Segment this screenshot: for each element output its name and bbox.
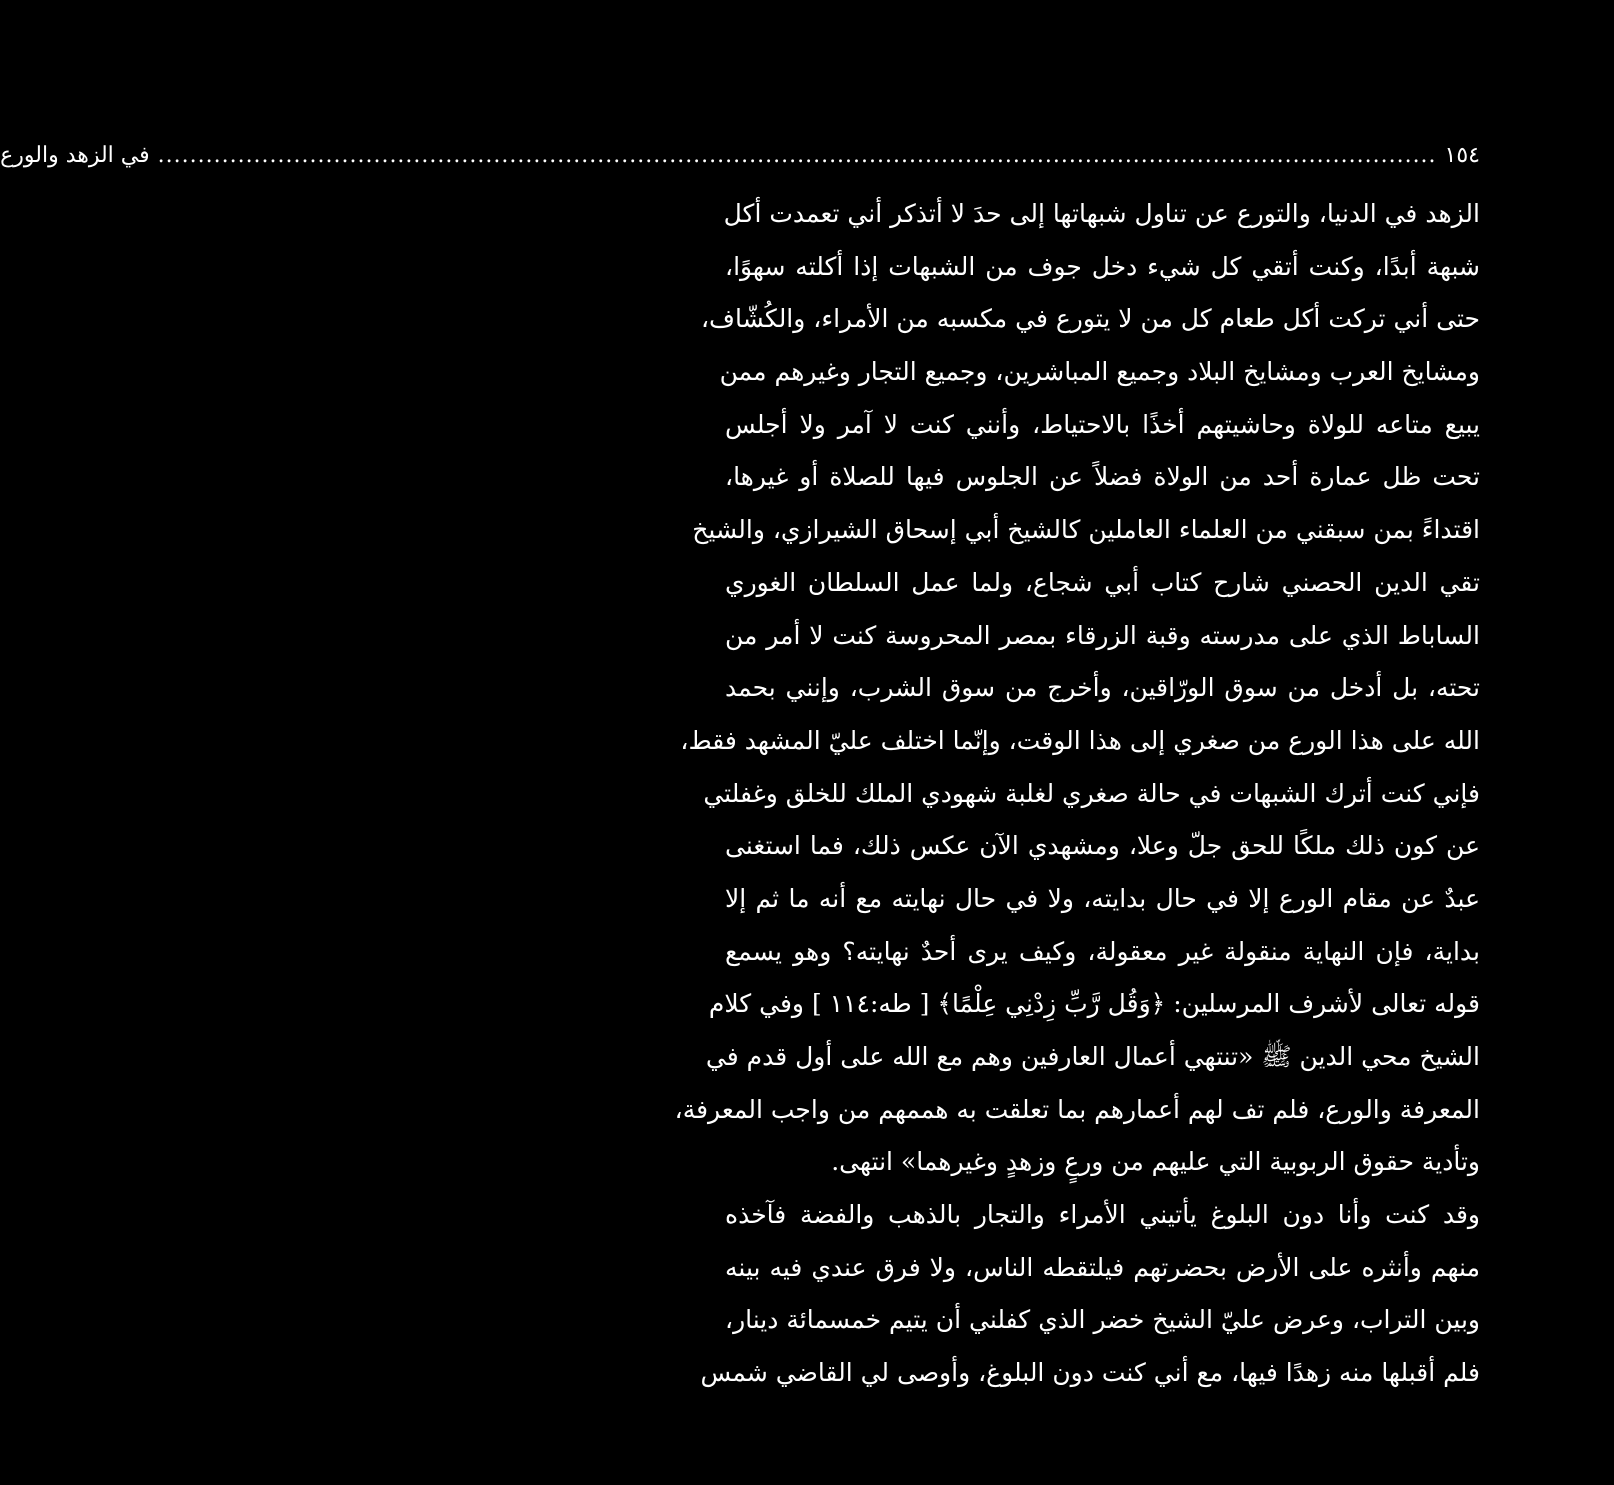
body-text	[674, 188, 1480, 1400]
text-line: وتأدية حقوق الربوبية التي عليهم من ورعٍ وزهدٍ وغيرهما» انتهى.	[831, 1147, 1480, 1177]
page-header	[0, 138, 1480, 174]
text-line: تقي الدين الحصني شارح كتاب أبي شجاع، ولما عمل السلطان الغوري	[725, 567, 1480, 597]
dot-leader: ................................................................................................................................................................	[157, 143, 1437, 168]
text-line: فإني كنت أترك الشبهات في حالة صغري لغلبة شهودي الملك للخلق وغفلتي	[703, 778, 1480, 808]
text-line: المعرفة والورع، فلم تف لهم أعمارهم بما تعلقت به هممهم من واجب المعرفة،	[674, 1094, 1480, 1124]
running-title: في الزهد والورع	[0, 143, 150, 168]
text-line: الشيخ محي الدين ﷺ «تنتهي أعمال العارفين وهم مع الله على أول قدم في	[705, 1042, 1480, 1071]
text-line: شبهة أبدًا، وكنت أتقي كل شيء دخل جوف من الشبهات إذا أكلته سهوًا،	[725, 251, 1480, 281]
text-line: الزهد في الدنيا، والتورع عن تناول شبهاتها إلى حدَ لا أتذكر أني تعمدت أكل	[723, 199, 1480, 228]
text-line: حتى أني تركت أكل طعام كل من لا يتورع في مكسبه من الأمراء، والكُشّاف،	[700, 304, 1480, 334]
text-line: اقتداءً بمن سبقني من العلماء العاملين كالشيخ أبي إسحاق الشيرازي، والشيخ	[692, 515, 1480, 545]
text-line: عبدٌ عن مقام الورع إلا في حال بدايته، ولا في حال نهايته مع أنه ما ثم إلا	[725, 883, 1480, 913]
text-line: عن كون ذلك ملكًا للحق جلّ وعلا، ومشهدي الآن عكس ذلك، فما استغنى	[725, 831, 1480, 861]
text-line: قوله تعالى لأشرف المرسلين: ﴿وَقُل رَّبِّ زِدْنِي عِلْمًا﴾ [ طه:١١٤ ] وفي كلام	[708, 989, 1480, 1019]
text-line: تحت ظل عمارة أحد من الولاة فضلاً عن الجلوس فيها للصلاة أو غيرها،	[725, 462, 1480, 492]
text-line: ومشايخ العرب ومشايخ البلاد وجميع المباشرين، وجميع التجار وغيرهم ممن	[719, 357, 1480, 387]
text-line: يبيع متاعه للولاة وحاشيتهم أخذًا بالاحتياط، وأنني كنت لا آمر ولا أجلس	[725, 409, 1480, 439]
text-line: منهم وأنثره على الأرض بحضرتهم فيلتقطه الناس، ولا فرق عندي فيه بينه	[725, 1252, 1480, 1282]
page-number: ١٥٤	[1444, 143, 1480, 168]
text-line: فلم أقبلها منه زهدًا فيها، مع أني كنت دون البلوغ، وأوصى لي القاضي شمس	[700, 1358, 1480, 1388]
text-line: الله على هذا الورع من صغري إلى هذا الوقت، وإنّما اختلف عليّ المشهد فقط،	[680, 725, 1480, 755]
text-line: الساباط الذي على مدرسته وقبة الزرقاء بمصر المحروسة كنت لا أمر من	[725, 620, 1480, 650]
text-line: تحته، بل أدخل من سوق الورّاقين، وأخرج من سوق الشرب، وإنني بحمد	[725, 673, 1480, 703]
text-line: وبين التراب، وعرض عليّ الشيخ خضر الذي كفلني أن يتيم خمسمائة دينار،	[725, 1305, 1480, 1335]
text-line: وقد كنت وأنا دون البلوغ يأتيني الأمراء والتجار بالذهب والفضة فآخذه	[725, 1200, 1480, 1230]
text-line: بداية، فإن النهاية منقولة غير معقولة، وكيف يرى أحدٌ نهايته؟ وهو يسمع	[725, 936, 1480, 966]
